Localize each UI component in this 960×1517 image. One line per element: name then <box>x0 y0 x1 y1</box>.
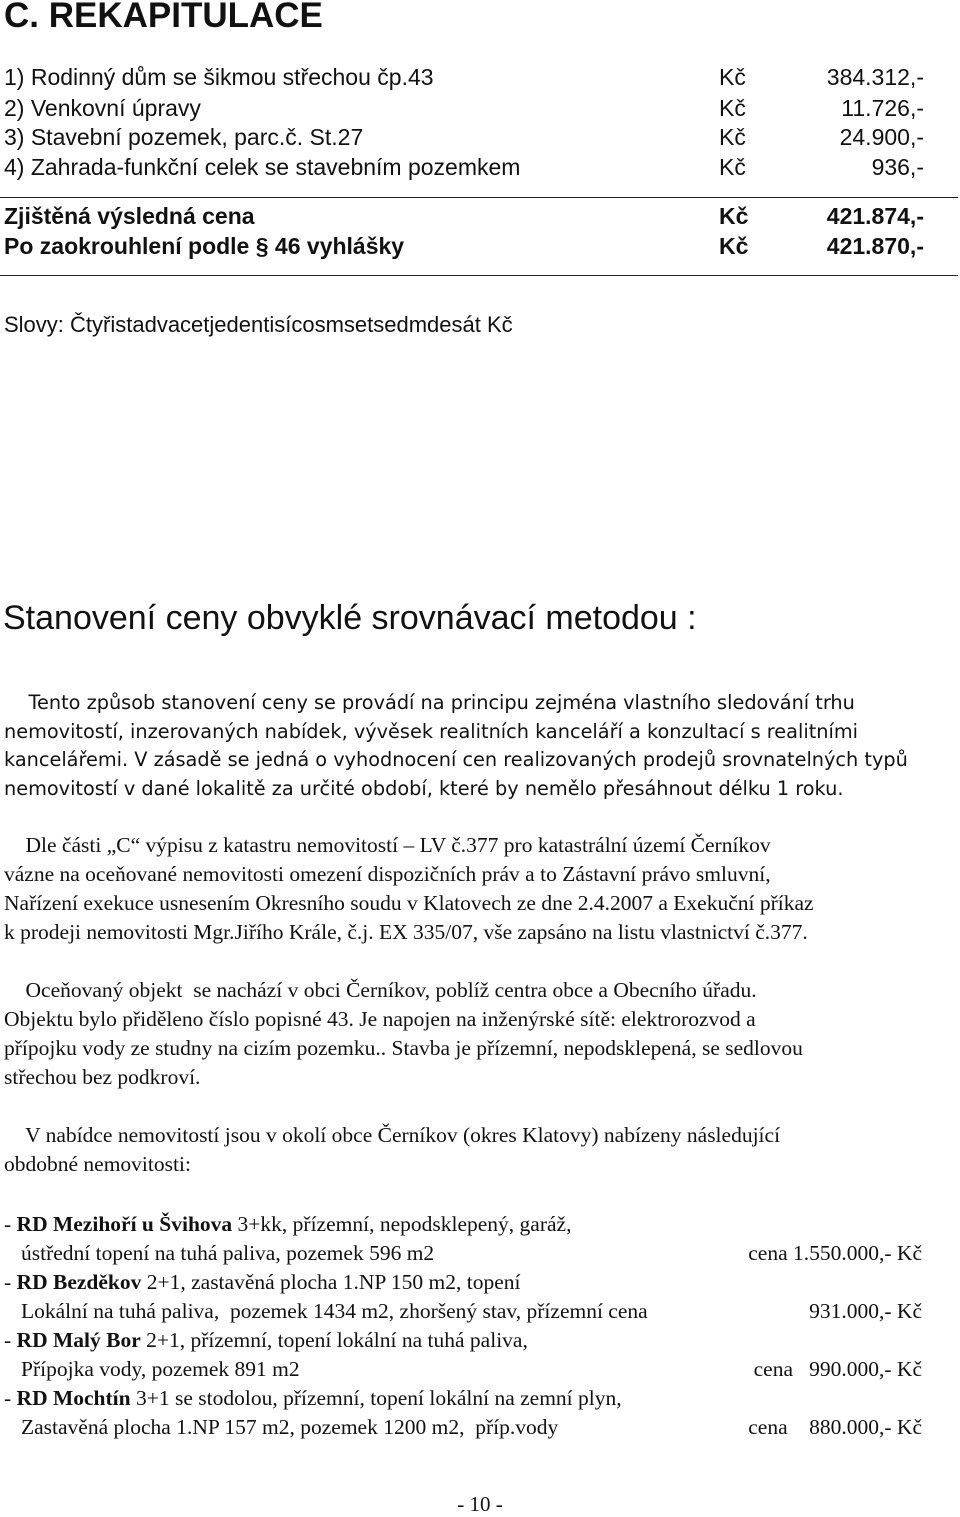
recap-total-amount: 421.874,- <box>826 203 924 229</box>
recap-bottom-rule <box>0 275 958 276</box>
offer-dash: - <box>4 1386 17 1410</box>
recap-row-currency: Kč <box>719 124 746 150</box>
offer-details-line: Zastavěná plocha 1.NP 157 m2, pozemek 1200 m2, příp.vody <box>21 1415 559 1439</box>
offer-name: RD Bezděkov <box>16 1270 142 1294</box>
section-title: Stanovení ceny obvyklé srovnávací metodou : <box>3 599 697 637</box>
recap-row-amount: 384.312,- <box>826 64 924 90</box>
offer-price: 931.000,- Kč <box>809 1299 922 1323</box>
page-heading: C. REKAPITULACE <box>4 0 323 35</box>
recap-row-currency: Kč <box>719 154 746 180</box>
method-paragraph <box>4 689 956 803</box>
offer-item <box>4 1270 521 1295</box>
offer-price: cena 990.000,- Kč <box>753 1357 922 1381</box>
offer-details-line: Přípojka vody, pozemek 891 m2 <box>21 1357 300 1381</box>
text-line: Tento způsob stanovení ceny se provádí na principu zejména vlastního sledování trhu <box>4 691 855 714</box>
recap-rounded-currency: Kč <box>719 233 749 259</box>
recap-row-amount: 11.726,- <box>841 95 924 121</box>
text-line: V nabídce nemovitostí jsou v okolí obce Černíkov (okres Klatovy) nabízeny následující <box>4 1123 781 1147</box>
text-line: vázne na oceňované nemovitosti omezení dispozičních práv a to Zástavní právo smluvní, <box>4 862 771 886</box>
recap-row-label: 2) Venkovní úpravy <box>4 95 201 121</box>
offer-details: 3+kk, přízemní, nepodsklepený, garáž, <box>232 1212 572 1236</box>
offer-name: RD Mochtín <box>16 1386 131 1410</box>
recap-row-amount: 936,- <box>871 154 924 180</box>
text-line: nemovitostí, inzerovaných nabídek, vývěsek realitních kanceláří a konzultací s realitními <box>4 719 858 743</box>
text-line: Objektu bylo přiděleno číslo popisné 43. Je napojen na inženýrské sítě: elektrorozvod a <box>4 1007 756 1031</box>
recap-rounded-amount: 421.870,- <box>826 233 924 259</box>
recap-top-rule <box>0 197 958 198</box>
recap-rounded-label: Po zaokrouhlení podle § 46 vyhlášky <box>4 233 405 259</box>
offer-details: 3+1 se stodolou, přízemní, topení lokální na zemní plyn, <box>130 1386 622 1410</box>
text-line: Dle části „C“ výpisu z katastru nemovitostí – LV č.377 pro katastrální území Černíkov <box>4 833 771 857</box>
offer-dash: - <box>4 1270 17 1294</box>
recap-row-currency: Kč <box>719 64 746 90</box>
offer-name: RD Mezihoří u Švihova <box>16 1212 233 1236</box>
text-line: přípojku vody ze studny na cizím pozemku.. Stavba je přízemní, nepodsklepená, se sedlovou <box>4 1036 803 1060</box>
offer-details: 2+1, zastavěná plocha 1.NP 150 m2, topení <box>141 1270 521 1294</box>
text-line: k prodeji nemovitosti Mgr.Jiřího Krále, č.j. EX 335/07, vše zapsáno na listu vlastnictví č.377. <box>4 920 808 944</box>
page-number: - 10 - <box>457 1492 503 1516</box>
offer-details-line: Lokální na tuhá paliva, pozemek 1434 m2, zhoršený stav, přízemní cena <box>21 1299 648 1323</box>
offer-details-line: ústřední topení na tuhá paliva, pozemek 596 m2 <box>21 1241 435 1265</box>
recap-row-amount: 24.900,- <box>839 124 924 150</box>
recap-row-label: 1) Rodinný dům se šikmou střechou čp.43 <box>4 64 434 90</box>
text-line: kancelářemi. V zásadě se jedná o vyhodnocení cen realizovaných prodejů srovnatelných typů <box>4 748 908 771</box>
recap-total-currency: Kč <box>719 203 749 229</box>
recap-row-label: 3) Stavební pozemek, parc.č. St.27 <box>4 124 364 150</box>
text-line: obdobné nemovitosti: <box>4 1152 191 1176</box>
offer-item <box>4 1212 571 1237</box>
text-line: střechou bez podkroví. <box>4 1065 201 1089</box>
offer-price: cena 880.000,- Kč <box>748 1415 922 1439</box>
blank-line <box>4 1092 956 1121</box>
recap-row-currency: Kč <box>719 95 746 121</box>
offer-dash: - <box>4 1328 17 1352</box>
recap-row-label: 4) Zahrada-funkční celek se stavebním pozemkem <box>4 154 521 180</box>
text-line: nemovitostí v dané lokalitě za určité období, které by nemělo přesáhnout délku 1 roku. <box>4 776 844 800</box>
text-line: Nařízení exekuce usnesením Okresního soudu v Klatovech ze dne 2.4.2007 a Exekuční příkaz <box>4 891 814 915</box>
offer-item <box>4 1386 622 1411</box>
text-line: Oceňovaný objekt se nachází v obci Černíkov, poblíž centra obce a Obecního úřadu. <box>4 978 757 1002</box>
offer-dash: - <box>4 1212 17 1236</box>
amount-in-words: Slovy: Čtyřistadvacetjedentisícosmsetsedmdesát Kč <box>4 312 513 337</box>
blank-line <box>4 947 956 976</box>
offer-item <box>4 1328 528 1353</box>
offer-name: RD Malý Bor <box>16 1328 141 1352</box>
recap-total-label: Zjištěná výsledná cena <box>4 203 255 229</box>
offer-details: 2+1, přízemní, topení lokální na tuhá paliva, <box>140 1328 528 1352</box>
property-description <box>4 831 956 1179</box>
offer-price: cena 1.550.000,- Kč <box>748 1241 922 1265</box>
